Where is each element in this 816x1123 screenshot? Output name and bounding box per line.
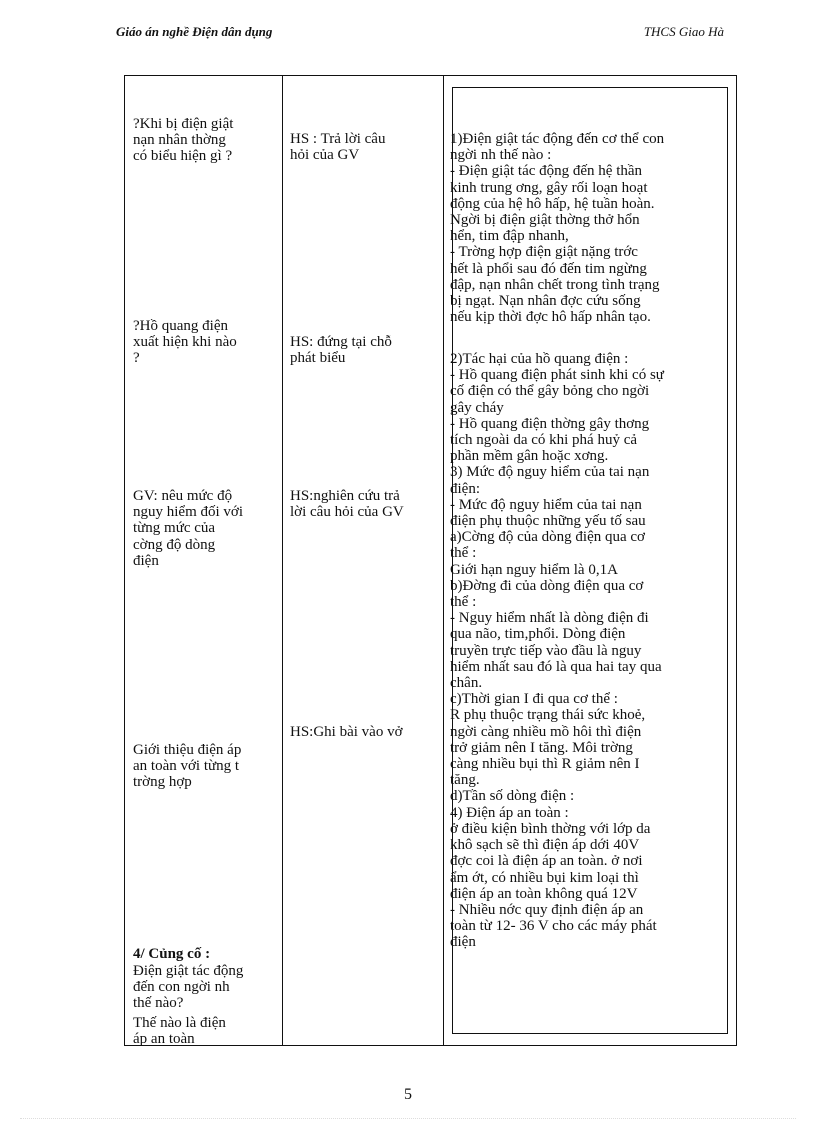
text-line: 4) Điện áp an toàn :: [450, 804, 569, 821]
text-line: HS:Ghi bài vào vở: [290, 724, 403, 740]
lesson-content-column: [444, 76, 736, 1045]
text-line: qua não, tim,phổi. Dòng điện: [450, 626, 626, 643]
text-line: cố điện có thể gây bỏng cho ngời: [450, 383, 650, 400]
text-line: càng nhiều bụi thì R giảm nên I: [450, 756, 640, 773]
text-line: khô sạch sẽ thì điện áp dới 40V: [450, 837, 640, 854]
text-line: hiểm nhất sau đó là qua hai tay qua: [450, 658, 662, 675]
consolidation-title: 4/ Củng cố :: [133, 946, 211, 962]
text-line: 3) Mức độ nguy hiểm của tai nạn: [450, 464, 650, 481]
text-line: - Nhiều nớc quy định điện áp an: [450, 901, 644, 918]
text-line: nạn nhân thờng: [133, 132, 226, 149]
text-line: đến con ngời nh: [133, 979, 230, 996]
text-line: điện: [450, 934, 476, 951]
header-school-name: THCS Giao Hà: [643, 24, 724, 39]
text-line: điện phụ thuộc những yếu tố sau: [450, 513, 646, 530]
text-line: trờng hợp: [133, 774, 192, 791]
text-line: c)Thời gian I đi qua cơ thể :: [450, 691, 618, 708]
text-line: thể :: [450, 594, 477, 611]
text-line: ?: [133, 350, 140, 367]
student-answer-3: [290, 488, 438, 520]
text-line: hển, tim đập nhanh,: [450, 228, 569, 245]
text-line: động của hệ hô hấp, hệ tuần hoàn.: [450, 195, 655, 212]
text-line: 2)Tác hại của hồ quang điện :: [450, 351, 629, 367]
text-line: đập, nạn nhân chết trong tình trạng: [450, 276, 660, 293]
text-line: điện: [133, 552, 159, 569]
teacher-question-4: [133, 742, 275, 791]
text-line: toàn từ 12- 36 V cho các máy phát: [450, 918, 657, 935]
text-line: Giới thiệu điện áp: [133, 742, 242, 758]
text-line: - Mức độ nguy hiểm của tai nạn: [450, 496, 642, 513]
text-line: - Điện giật tác động đến hệ thần: [450, 163, 643, 180]
text-line: ngời nh thế nào :: [450, 147, 552, 164]
consolidation-question-2: [133, 1015, 275, 1047]
text-line: chân.: [450, 675, 483, 692]
text-line: ?Hồ quang điện: [133, 318, 228, 334]
text-line: ở điều kiện bình thờng với lớp da: [450, 820, 651, 837]
student-answer-2: [290, 334, 438, 366]
content-section-2: [450, 351, 724, 951]
footer-divider: [20, 1118, 796, 1119]
text-line: HS : Trả lời câu: [290, 131, 386, 147]
text-line: R phụ thuộc trạng thái sức khoẻ,: [450, 707, 646, 724]
text-line: hết là phổi sau đó đến tim ngừng: [450, 260, 647, 277]
text-line: - Nguy hiểm nhất là dòng điện đi: [450, 610, 649, 627]
text-line: điện:: [450, 480, 480, 497]
text-line: Ngời bị điện giật thờng thở hổn: [450, 212, 640, 229]
teacher-activity-column: [125, 76, 283, 1048]
text-line: ?Khi bị điện giật: [133, 116, 234, 132]
text-line: Điện giật tác động: [133, 963, 244, 979]
text-line: a)Cờng độ của dòng điện qua cơ: [450, 529, 645, 546]
text-line: b)Đờng đi của dòng điện qua cơ: [450, 577, 644, 594]
text-line: ngời càng nhiều mồ hôi thì điện: [450, 723, 642, 740]
content-section-1: [450, 131, 724, 325]
text-line: bị ngạt. Nạn nhân đợc cứu sống: [450, 293, 641, 310]
text-line: có biểu hiện gì ?: [133, 148, 233, 165]
text-line: 1)Điện giật tác động đến cơ thể con: [450, 131, 665, 147]
student-answer-1: [290, 131, 438, 163]
text-line: - Hồ quang điện phát sinh khi có sự: [450, 367, 664, 384]
text-line: tích ngoài da có khi phá huỷ cả: [450, 432, 638, 449]
text-line: Giới hạn nguy hiểm là 0,1A: [450, 561, 618, 578]
text-line: nếu kịp thời đợc hô hấp nhân tạo.: [450, 309, 651, 326]
text-line: kinh trung ơng, gây rối loạn hoạt: [450, 179, 648, 196]
text-line: hỏi của GV: [290, 147, 360, 164]
text-line: đợc coi là điện áp an toàn. ở nơi: [450, 853, 643, 870]
text-line: thế nào?: [133, 995, 184, 1012]
text-line: ẩm ớt, có nhiều bụi kim loại thì: [450, 869, 639, 886]
teacher-question-3: [133, 488, 275, 569]
teacher-question-1: [133, 116, 275, 165]
text-line: HS: đứng tại chỗ: [290, 334, 392, 350]
text-line: Thế nào là điện: [133, 1015, 226, 1031]
text-line: cờng độ dòng: [133, 536, 216, 553]
text-line: - Trờng hợp điện giật nặng trớc: [450, 244, 638, 261]
text-line: xuất hiện khi nào: [133, 334, 237, 351]
page-number: 5: [404, 1086, 412, 1103]
consolidation-question-1: [133, 963, 275, 1012]
text-line: gây cháy: [450, 399, 504, 416]
text-line: áp an toàn: [133, 1031, 195, 1048]
text-line: GV: nêu mức độ: [133, 488, 233, 504]
text-line: tăng.: [450, 772, 480, 789]
text-line: an toàn với từng t: [133, 758, 240, 775]
text-line: thể :: [450, 545, 477, 562]
text-line: lời câu hỏi của GV: [290, 504, 404, 521]
teacher-question-2: [133, 318, 275, 367]
lesson-table: [124, 75, 737, 1046]
text-line: phần mềm gân hoặc xơng.: [450, 448, 609, 465]
text-line: HS:nghiên cứu trả: [290, 488, 400, 504]
text-line: phát biểu: [290, 350, 346, 367]
student-answer-4: [290, 724, 438, 740]
text-line: từng mức của: [133, 520, 216, 537]
text-line: nguy hiểm đối với: [133, 504, 244, 521]
header-course-title: Giáo án nghề Điện dân dụng: [116, 24, 273, 39]
student-activity-column: [283, 76, 444, 1045]
text-line: - Hồ quang điện thờng gây thơng: [450, 415, 650, 432]
text-line: truyền trực tiếp vào đầu là nguy: [450, 642, 642, 659]
text-line: trở giảm nên I tăng. Môi trờng: [450, 739, 633, 756]
text-line: d)Tần số dòng điện :: [450, 788, 575, 805]
text-line: điện áp an toàn không quá 12V: [450, 885, 638, 902]
